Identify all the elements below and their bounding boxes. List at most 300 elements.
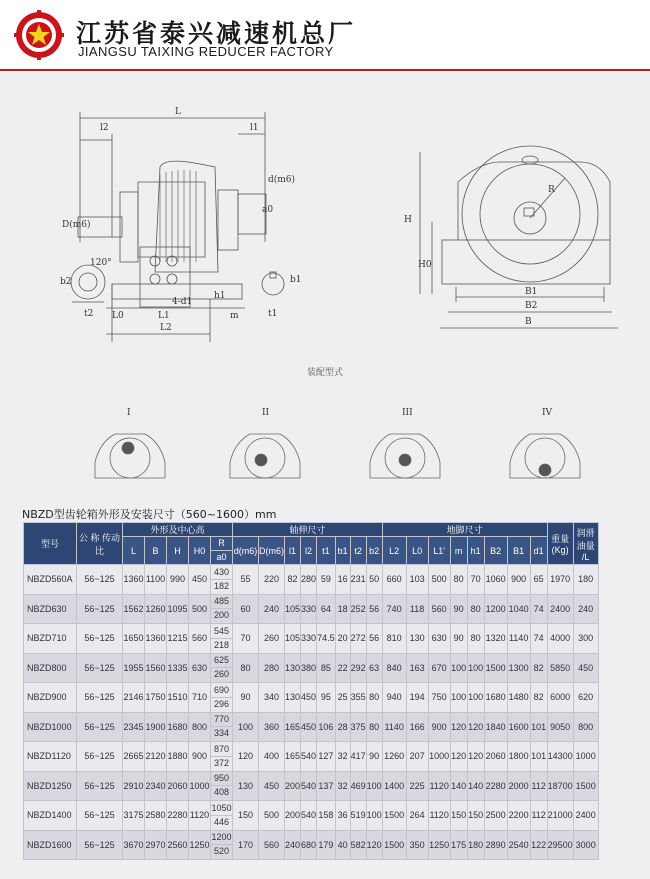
cell-L: 3670: [123, 830, 145, 860]
cell-l1: 105: [285, 624, 301, 654]
dimension-label: 4-d1: [172, 297, 193, 307]
cell-d: 170: [233, 830, 259, 860]
cell-H0: 500: [189, 594, 211, 624]
drawing-caption: 装配型式: [306, 368, 343, 378]
cell-L0: 350: [406, 830, 428, 860]
cell-t2: 417: [350, 742, 366, 772]
dimension-label: b1: [290, 275, 302, 285]
cell-l1: 200: [285, 771, 301, 801]
cell-r-a0: 950 408: [211, 771, 233, 801]
cell-d1: 82: [530, 683, 547, 713]
col-header: B1: [507, 537, 530, 565]
dimension-label: L2: [160, 323, 172, 333]
cell-h1: 180: [467, 830, 484, 860]
cell-ratio: 56~125: [77, 742, 123, 772]
dimension-label: 120°: [90, 258, 112, 268]
hdr-outline: 外形及中心高: [123, 523, 233, 537]
cell-b1: 20: [335, 624, 350, 654]
col-header: L1': [428, 537, 450, 565]
table-row: [24, 742, 599, 772]
cell-B1: 2540: [507, 830, 530, 860]
cell-m: 100: [450, 683, 467, 713]
cell-B1: 1300: [507, 653, 530, 683]
cell-H0: 560: [189, 624, 211, 654]
cell-L1: 1120: [428, 771, 450, 801]
dimension-label: L1: [158, 311, 170, 321]
cell-b1: 25: [335, 683, 350, 713]
cell-d: 130: [233, 771, 259, 801]
cell-b2: 100: [366, 771, 382, 801]
cell-l2: 330: [301, 594, 317, 624]
cell-L: 1955: [123, 653, 145, 683]
cell-b2: 120: [366, 830, 382, 860]
page-header: [0, 0, 650, 68]
cell-t1: 95: [317, 683, 336, 713]
cell-weight: 14300: [547, 742, 573, 772]
cell-r-a0: 690 296: [211, 683, 233, 713]
cell-t1: 127: [317, 742, 336, 772]
cell-t1: 106: [317, 712, 336, 742]
cell-oil: 1000: [573, 742, 598, 772]
cell-l2: 540: [301, 742, 317, 772]
cell-L0: 264: [406, 801, 428, 831]
cell-model: NBZD710: [24, 624, 77, 654]
cell-m: 120: [450, 712, 467, 742]
cell-b2: 80: [366, 712, 382, 742]
col-header: d(m6): [233, 537, 259, 565]
cell-ratio: 56~125: [77, 594, 123, 624]
cell-ratio: 56~125: [77, 653, 123, 683]
table-row: [24, 771, 599, 801]
variant-label: I: [127, 408, 131, 418]
cell-t2: 231: [350, 565, 366, 595]
cell-weight: 4000: [547, 624, 573, 654]
variant-label: III: [402, 408, 413, 418]
cell-D: 340: [259, 683, 285, 713]
cell-d1: 82: [530, 653, 547, 683]
cell-L1: 1250: [428, 830, 450, 860]
cell-b1: 32: [335, 771, 350, 801]
cell-oil: 240: [573, 594, 598, 624]
cell-B2: 1840: [484, 712, 507, 742]
dimension-label: B2: [525, 301, 538, 311]
assembly-drawing: [0, 72, 650, 502]
cell-d1: 65: [530, 565, 547, 595]
cell-d1: 74: [530, 594, 547, 624]
cell-t1: 137: [317, 771, 336, 801]
cell-L1: 630: [428, 624, 450, 654]
cell-l1: 200: [285, 801, 301, 831]
cell-B: 1100: [145, 565, 167, 595]
cell-b1: 40: [335, 830, 350, 860]
col-header: L: [123, 537, 145, 565]
cell-l2: 380: [301, 653, 317, 683]
cell-t1: 179: [317, 830, 336, 860]
cell-ratio: 56~125: [77, 565, 123, 595]
cell-L1: 670: [428, 653, 450, 683]
cell-t2: 519: [350, 801, 366, 831]
cell-L1: 560: [428, 594, 450, 624]
cell-L2: 740: [382, 594, 406, 624]
cell-b1: 32: [335, 742, 350, 772]
hdr-oil: 润滑 油量 /L: [573, 523, 598, 565]
cell-H: 1335: [167, 653, 189, 683]
cell-L1: 1000: [428, 742, 450, 772]
cell-ratio: 56~125: [77, 624, 123, 654]
cell-t1: 158: [317, 801, 336, 831]
cell-ratio: 56~125: [77, 801, 123, 831]
header-divider: [0, 69, 650, 71]
col-header: b1: [335, 537, 350, 565]
dimension-label: h1: [214, 291, 226, 301]
cell-m: 90: [450, 594, 467, 624]
cell-weight: 29500: [547, 830, 573, 860]
cell-model: NBZD1120: [24, 742, 77, 772]
cell-H: 2060: [167, 771, 189, 801]
cell-l2: 450: [301, 712, 317, 742]
cell-l1: 82: [285, 565, 301, 595]
cell-l1: 165: [285, 742, 301, 772]
cell-r-a0: 485 200: [211, 594, 233, 624]
hdr-foot: 地脚尺寸: [382, 523, 547, 537]
cell-D: 260: [259, 624, 285, 654]
spec-table: [23, 522, 599, 860]
cell-B1: 2200: [507, 801, 530, 831]
cell-B: 1750: [145, 683, 167, 713]
cell-t2: 469: [350, 771, 366, 801]
cell-weight: 1970: [547, 565, 573, 595]
cell-B: 1560: [145, 653, 167, 683]
cell-H0: 900: [189, 742, 211, 772]
cell-l2: 280: [301, 565, 317, 595]
cell-H: 1215: [167, 624, 189, 654]
dimension-label: a0: [262, 205, 274, 215]
cell-B: 1260: [145, 594, 167, 624]
cell-B2: 1320: [484, 624, 507, 654]
cell-L: 1360: [123, 565, 145, 595]
dimension-label: D(m6): [62, 220, 91, 230]
col-header: t1: [317, 537, 336, 565]
dimension-label: t2: [84, 309, 94, 319]
cell-H0: 800: [189, 712, 211, 742]
cell-d: 55: [233, 565, 259, 595]
cell-d: 70: [233, 624, 259, 654]
table-row: [24, 594, 599, 624]
cell-B2: 1060: [484, 565, 507, 595]
cell-r-a0: 625 260: [211, 653, 233, 683]
cell-model: NBZD560A: [24, 565, 77, 595]
dimension-label: m: [230, 311, 239, 321]
cell-H0: 710: [189, 683, 211, 713]
cell-D: 360: [259, 712, 285, 742]
cell-d1: 101: [530, 742, 547, 772]
cell-model: NBZD900: [24, 683, 77, 713]
company-name-cn: 江苏省泰兴减速机总厂: [76, 19, 357, 48]
col-header: B: [145, 537, 167, 565]
cell-B: 2120: [145, 742, 167, 772]
cell-t1: 59: [317, 565, 336, 595]
cell-b1: 36: [335, 801, 350, 831]
cell-l2: 540: [301, 771, 317, 801]
cell-l2: 450: [301, 683, 317, 713]
cell-r-a0: 1050 446: [211, 801, 233, 831]
cell-d: 90: [233, 683, 259, 713]
hdr-ratio: 公 称 传动比: [77, 523, 123, 565]
cell-oil: 800: [573, 712, 598, 742]
cell-b2: 90: [366, 742, 382, 772]
cell-m: 90: [450, 624, 467, 654]
dimension-label: L: [175, 107, 181, 117]
cell-b2: 50: [366, 565, 382, 595]
cell-b2: 80: [366, 683, 382, 713]
cell-L1: 1120: [428, 801, 450, 831]
cell-oil: 1500: [573, 771, 598, 801]
table-row: [24, 683, 599, 713]
cell-h1: 150: [467, 801, 484, 831]
cell-B2: 1200: [484, 594, 507, 624]
cell-t1: 64: [317, 594, 336, 624]
cell-H: 1680: [167, 712, 189, 742]
cell-L0: 207: [406, 742, 428, 772]
cell-oil: 3000: [573, 830, 598, 860]
cell-B1: 1040: [507, 594, 530, 624]
dimension-label: R: [548, 185, 555, 195]
cell-t2: 252: [350, 594, 366, 624]
cell-weight: 21000: [547, 801, 573, 831]
dimension-label: l2: [100, 123, 109, 133]
col-header: H0: [189, 537, 211, 565]
cell-B1: 1600: [507, 712, 530, 742]
cell-H: 2560: [167, 830, 189, 860]
cell-B2: 1680: [484, 683, 507, 713]
dimension-label: H0: [418, 260, 432, 270]
cell-H0: 1120: [189, 801, 211, 831]
cell-B2: 1500: [484, 653, 507, 683]
cell-D: 400: [259, 742, 285, 772]
col-header: m: [450, 537, 467, 565]
cell-L: 2910: [123, 771, 145, 801]
cell-L1: 750: [428, 683, 450, 713]
col-header: t2: [350, 537, 366, 565]
cell-L2: 1140: [382, 712, 406, 742]
dimension-label: t1: [268, 309, 278, 319]
dimension-label: d(m6): [268, 175, 296, 185]
cell-r-a0: 870 372: [211, 742, 233, 772]
cell-H: 1880: [167, 742, 189, 772]
cell-L2: 810: [382, 624, 406, 654]
cell-L2: 1400: [382, 771, 406, 801]
hdr-model: 型号: [24, 523, 77, 565]
cell-H0: 630: [189, 653, 211, 683]
cell-h1: 120: [467, 742, 484, 772]
cell-b2: 56: [366, 594, 382, 624]
cell-model: NBZD630: [24, 594, 77, 624]
cell-L2: 660: [382, 565, 406, 595]
cell-oil: 180: [573, 565, 598, 595]
cell-l1: 240: [285, 830, 301, 860]
cell-D: 560: [259, 830, 285, 860]
cell-H0: 1000: [189, 771, 211, 801]
cell-B: 1900: [145, 712, 167, 742]
cell-B: 2340: [145, 771, 167, 801]
cell-d: 100: [233, 712, 259, 742]
cell-D: 280: [259, 653, 285, 683]
dimension-label: b2: [60, 277, 72, 287]
cell-h1: 140: [467, 771, 484, 801]
cell-r-a0: 430 182: [211, 565, 233, 595]
cell-t2: 375: [350, 712, 366, 742]
col-header: d1: [530, 537, 547, 565]
cell-L2: 840: [382, 653, 406, 683]
company-logo: [14, 10, 64, 60]
cell-t1: 85: [317, 653, 336, 683]
cell-L1: 500: [428, 565, 450, 595]
dimension-label: B: [525, 317, 532, 327]
dimension-label: L0: [112, 311, 124, 321]
cell-l1: 105: [285, 594, 301, 624]
cell-B2: 2500: [484, 801, 507, 831]
cell-B1: 900: [507, 565, 530, 595]
cell-H0: 1250: [189, 830, 211, 860]
col-header: l1: [285, 537, 301, 565]
cell-ratio: 56~125: [77, 683, 123, 713]
cell-L0: 130: [406, 624, 428, 654]
cell-weight: 18700: [547, 771, 573, 801]
table-row: [24, 712, 599, 742]
cell-L: 3175: [123, 801, 145, 831]
cell-r-a0: 770 334: [211, 712, 233, 742]
cell-L0: 194: [406, 683, 428, 713]
cell-h1: 70: [467, 565, 484, 595]
cell-model: NBZD800: [24, 653, 77, 683]
cell-L: 2665: [123, 742, 145, 772]
cell-L: 1562: [123, 594, 145, 624]
cell-B: 2970: [145, 830, 167, 860]
cell-ratio: 56~125: [77, 712, 123, 742]
cell-weight: 6000: [547, 683, 573, 713]
cell-d: 120: [233, 742, 259, 772]
cell-l1: 130: [285, 683, 301, 713]
table-row: [24, 624, 599, 654]
cell-L1: 900: [428, 712, 450, 742]
cell-oil: 450: [573, 653, 598, 683]
cell-model: NBZD1600: [24, 830, 77, 860]
table-row: [24, 830, 599, 860]
dimension-label: H: [404, 215, 412, 225]
variant-label: IV: [542, 408, 553, 418]
cell-H: 1095: [167, 594, 189, 624]
company-name-en: JIANGSU TAIXING REDUCER FACTORY: [78, 44, 334, 59]
cell-b1: 22: [335, 653, 350, 683]
cell-oil: 620: [573, 683, 598, 713]
table-row: [24, 565, 599, 595]
cell-d: 60: [233, 594, 259, 624]
col-header: R a0: [211, 537, 233, 565]
cell-L0: 103: [406, 565, 428, 595]
cell-d: 150: [233, 801, 259, 831]
cell-t2: 292: [350, 653, 366, 683]
cell-b2: 56: [366, 624, 382, 654]
cell-t2: 272: [350, 624, 366, 654]
cell-L2: 1260: [382, 742, 406, 772]
cell-h1: 80: [467, 624, 484, 654]
cell-D: 500: [259, 801, 285, 831]
cell-t1: 74.5: [317, 624, 336, 654]
col-header: B2: [484, 537, 507, 565]
cell-L2: 1500: [382, 801, 406, 831]
variant-label: II: [262, 408, 270, 418]
cell-weight: 5850: [547, 653, 573, 683]
cell-B1: 2000: [507, 771, 530, 801]
cell-oil: 300: [573, 624, 598, 654]
cell-m: 120: [450, 742, 467, 772]
cell-H: 2280: [167, 801, 189, 831]
hdr-shaft: 轴伸尺寸: [233, 523, 383, 537]
cell-m: 175: [450, 830, 467, 860]
cell-r-a0: 1200 520: [211, 830, 233, 860]
cell-d1: 112: [530, 801, 547, 831]
cell-h1: 120: [467, 712, 484, 742]
cell-weight: 9050: [547, 712, 573, 742]
cell-ratio: 56~125: [77, 830, 123, 860]
cell-D: 240: [259, 594, 285, 624]
cell-L0: 225: [406, 771, 428, 801]
cell-m: 150: [450, 801, 467, 831]
cell-h1: 100: [467, 653, 484, 683]
cell-B: 2580: [145, 801, 167, 831]
col-header: L0: [406, 537, 428, 565]
cell-B: 1360: [145, 624, 167, 654]
cell-B1: 1140: [507, 624, 530, 654]
col-header: b2: [366, 537, 382, 565]
dimension-label: B1: [525, 287, 538, 297]
cell-l2: 680: [301, 830, 317, 860]
table-title: NBZD型齿轮箱外形及安装尺寸（560~1600）mm: [22, 508, 277, 521]
cell-L0: 166: [406, 712, 428, 742]
cell-m: 100: [450, 653, 467, 683]
cell-d1: 112: [530, 771, 547, 801]
cell-d: 80: [233, 653, 259, 683]
cell-r-a0: 545 218: [211, 624, 233, 654]
cell-B1: 1800: [507, 742, 530, 772]
cell-model: NBZD1250: [24, 771, 77, 801]
col-header: D(m6): [259, 537, 285, 565]
cell-D: 220: [259, 565, 285, 595]
cell-d1: 74: [530, 624, 547, 654]
col-header: H: [167, 537, 189, 565]
col-header: l2: [301, 537, 317, 565]
cell-L2: 1500: [382, 830, 406, 860]
cell-D: 450: [259, 771, 285, 801]
cell-d1: 101: [530, 712, 547, 742]
hdr-weight: 重量 (Kg): [547, 523, 573, 565]
cell-L: 2146: [123, 683, 145, 713]
cell-weight: 2400: [547, 594, 573, 624]
cell-L: 1650: [123, 624, 145, 654]
cell-b2: 63: [366, 653, 382, 683]
table-row: [24, 653, 599, 683]
cell-L0: 118: [406, 594, 428, 624]
cell-H0: 450: [189, 565, 211, 595]
cell-l2: 330: [301, 624, 317, 654]
cell-H: 1510: [167, 683, 189, 713]
cell-d1: 122: [530, 830, 547, 860]
cell-l1: 130: [285, 653, 301, 683]
cell-l1: 165: [285, 712, 301, 742]
cell-B2: 2890: [484, 830, 507, 860]
cell-model: NBZD1400: [24, 801, 77, 831]
cell-h1: 80: [467, 594, 484, 624]
